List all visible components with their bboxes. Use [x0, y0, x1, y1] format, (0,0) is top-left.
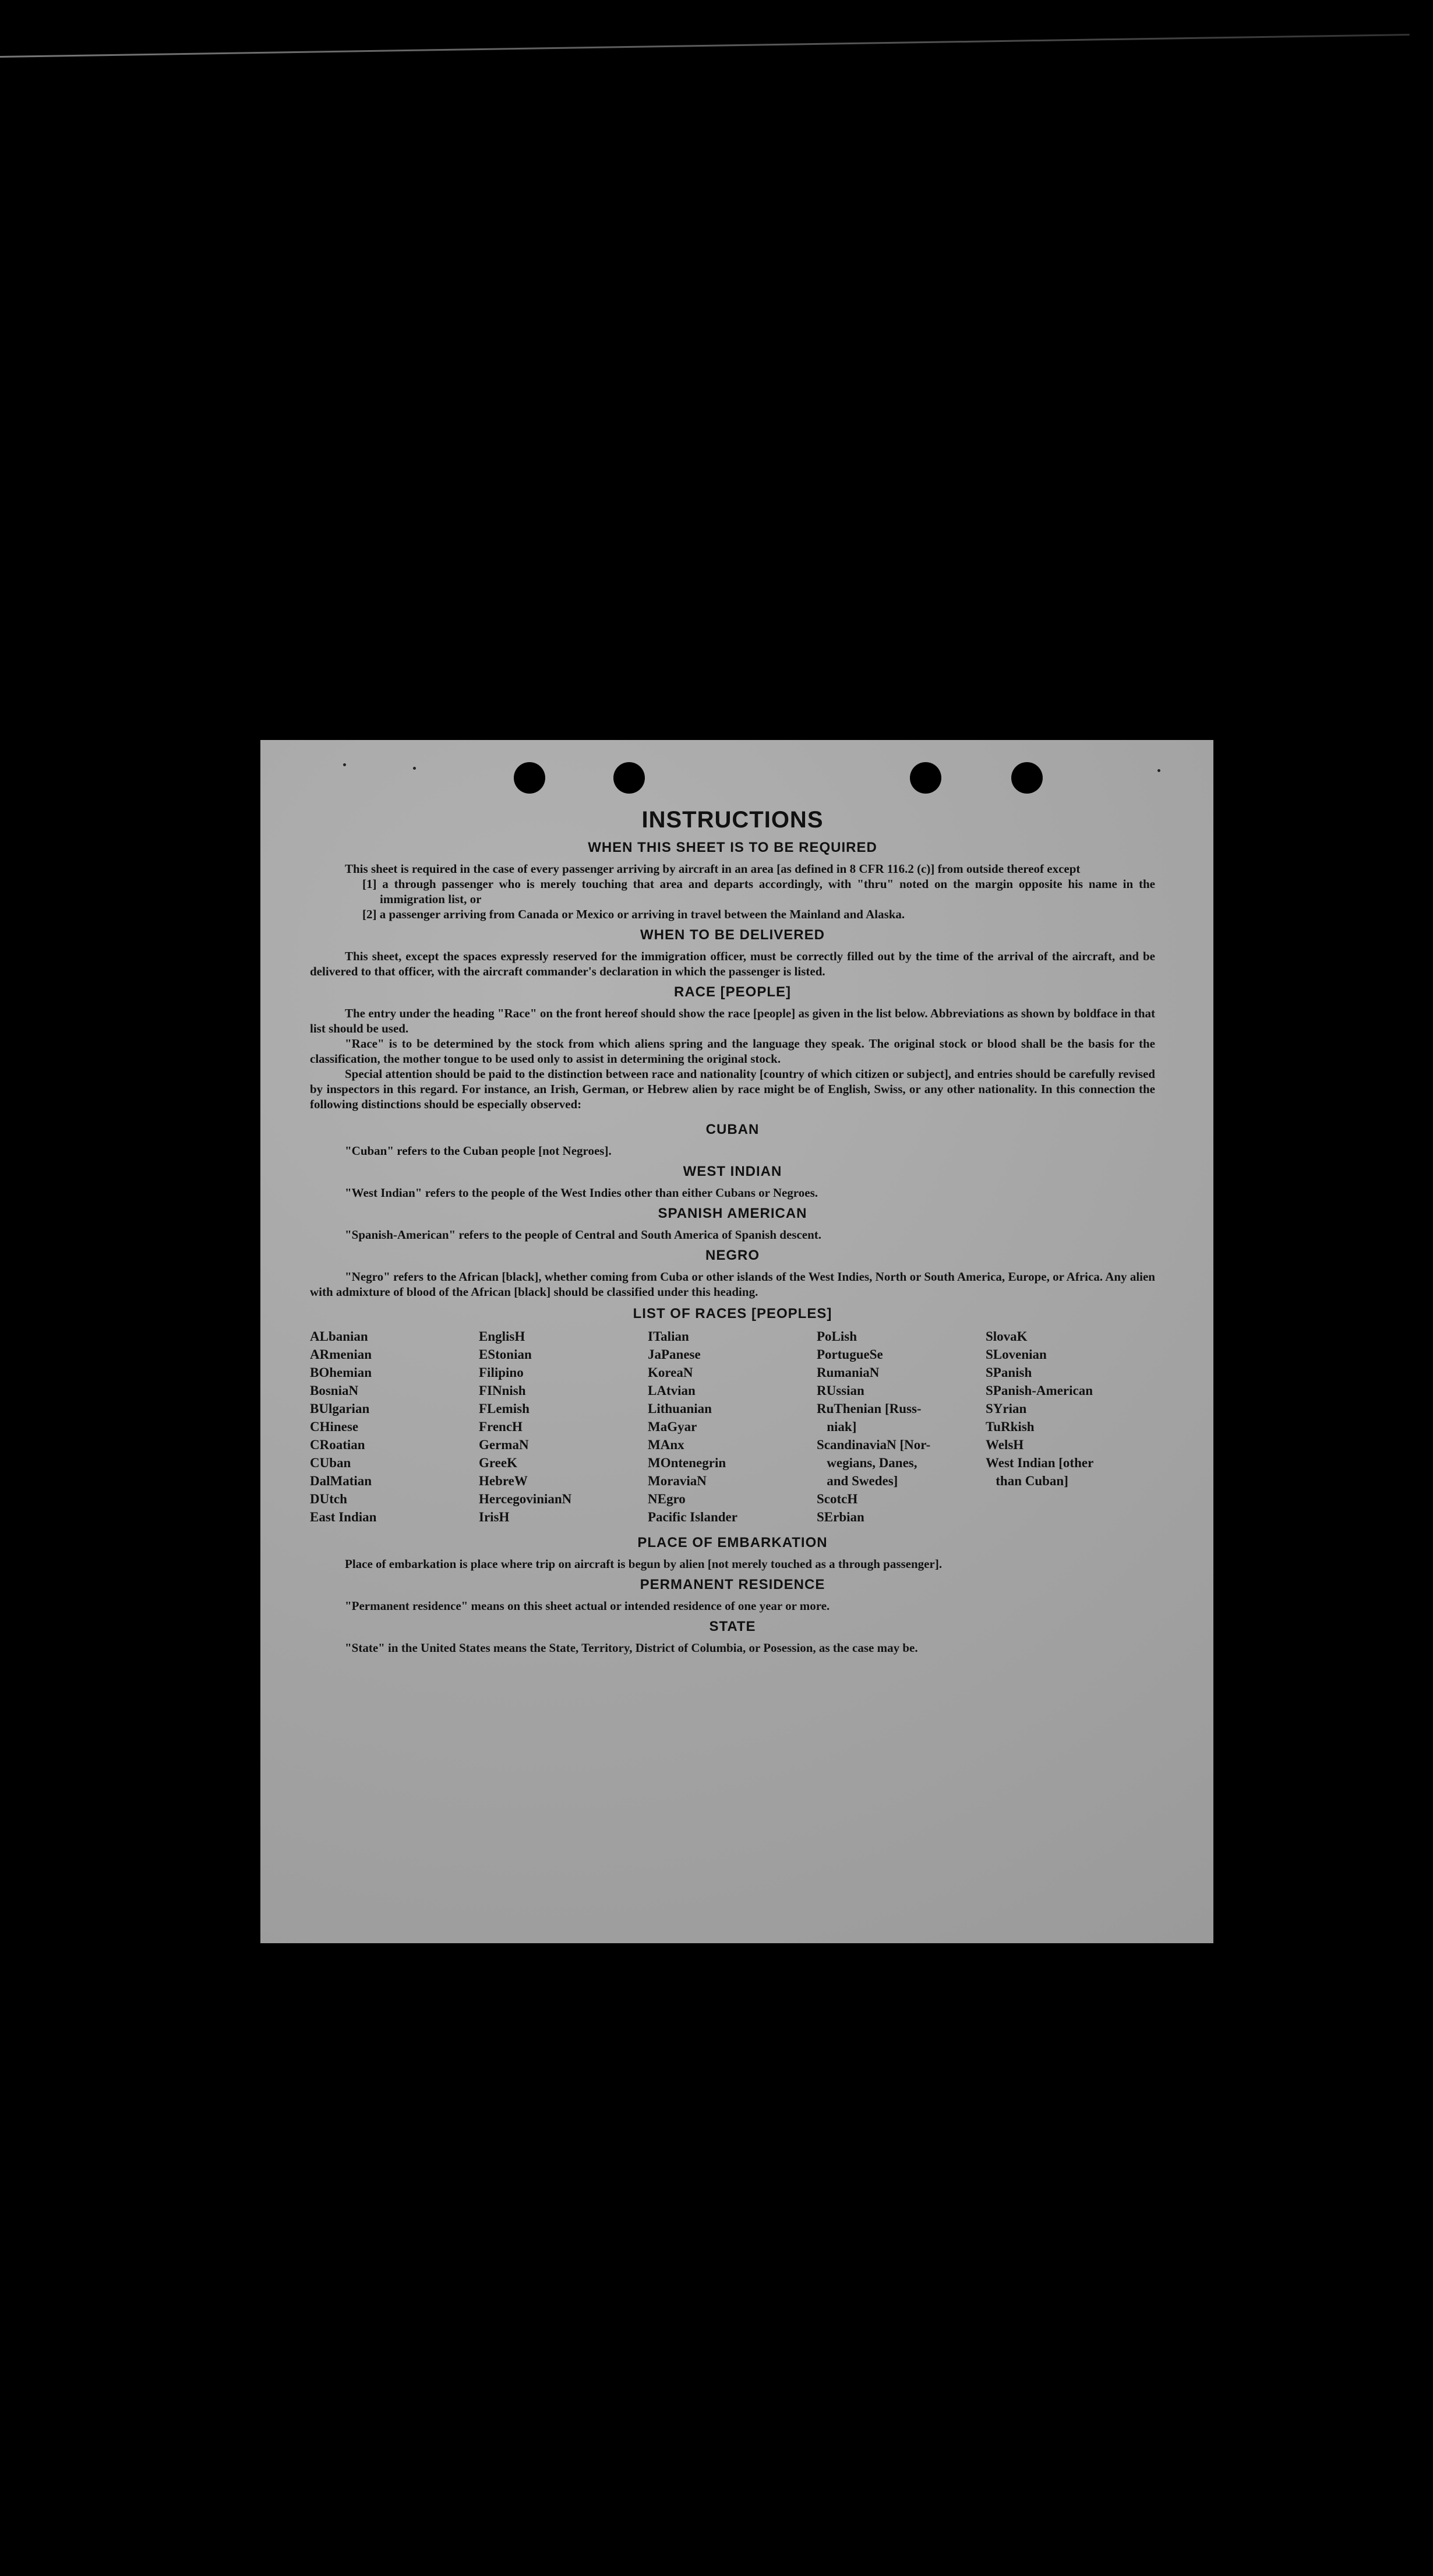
race-entry: LAtvian	[648, 1383, 696, 1398]
race-entry: ALbanian	[310, 1329, 368, 1344]
race-entry: SLovenian	[986, 1347, 1047, 1362]
race-entry: niak]	[817, 1419, 857, 1434]
race-entry: ARmenian	[310, 1347, 372, 1362]
race-entry: DUtch	[310, 1492, 347, 1506]
section-heading: CUBAN	[705, 1122, 760, 1137]
race-entry: IrisH	[479, 1510, 510, 1524]
scan-speck	[413, 767, 416, 770]
race-entry: JaPanese	[648, 1347, 701, 1362]
race-entry: RUssian	[817, 1383, 864, 1398]
race-entry: SlovaK	[986, 1329, 1028, 1344]
race-entry: RuThenian [Russ-	[817, 1401, 922, 1416]
race-entry: Filipino	[479, 1365, 524, 1380]
race-entry: SErbian	[817, 1510, 864, 1524]
scan-edge-line	[0, 34, 1410, 58]
section-paragraph: "West Indian" refers to the people of the West Indies other than either Cubans or Negroes.	[345, 1186, 818, 1200]
punch-hole	[910, 762, 941, 794]
exception-item: [2] a passenger arriving from Canada or Mexico or arriving in travel between the Mainland and Alaska.	[362, 907, 905, 921]
race-entry: ITalian	[648, 1329, 689, 1344]
race-entry: MaGyar	[648, 1419, 697, 1434]
section-heading: WHEN TO BE DELIVERED	[640, 927, 825, 943]
section-heading: RACE [PEOPLE]	[673, 984, 791, 1000]
section-heading: WEST INDIAN	[683, 1164, 782, 1179]
race-entry: KoreaN	[648, 1365, 693, 1380]
section-paragraph: "Permanent residence" means on this sheet actual or intended residence of one year or more.	[345, 1599, 830, 1613]
race-entry: wegians, Danes,	[817, 1456, 917, 1470]
race-entry: GermaN	[479, 1437, 529, 1452]
race-entry: PoLish	[817, 1329, 857, 1344]
race-entry: CRoatian	[310, 1437, 365, 1452]
races-column	[648, 1327, 817, 1526]
race-entry: ScandinaviaN [Nor-	[817, 1437, 931, 1452]
section-paragraph: "Spanish-American" refers to the people of Central and South America of Spanish descent.	[345, 1228, 822, 1242]
race-entry: CUban	[310, 1456, 351, 1470]
scan-speck	[343, 763, 346, 766]
race-entry: SPanish-American	[986, 1383, 1093, 1398]
section-heading: STATE	[709, 1619, 756, 1634]
section-heading: SPANISH AMERICAN	[658, 1206, 807, 1221]
section-paragraph: "State" in the United States means the State, Territory, District of Columbia, or Posession, as the case may be.	[345, 1641, 918, 1655]
section-heading: PLACE OF EMBARKATION	[637, 1535, 828, 1550]
race-entry: Pacific Islander	[648, 1510, 737, 1524]
race-entry: DalMatian	[310, 1474, 372, 1488]
section-paragraph: The entry under the heading "Race" on the front hereof should show the race [people] as given in the list below. Abbreviations as shown by boldface in that list should be used.	[310, 1006, 1155, 1035]
document-page	[260, 740, 1213, 1943]
race-entry: FLemish	[479, 1401, 530, 1416]
race-entry: MOntenegrin	[648, 1456, 726, 1470]
section-paragraph: This sheet is required in the case of every passenger arriving by aircraft in an area [as defined in 8 CFR 116.2 (c)] from outside thereof except	[345, 862, 1081, 876]
races-column	[479, 1327, 648, 1526]
race-entry: MoraviaN	[648, 1474, 707, 1488]
race-entry: FrencH	[479, 1419, 523, 1434]
section-paragraph: Place of embarkation is place where trip on aircraft is begun by alien [not merely touched as a through passenger].	[345, 1557, 943, 1571]
scan-speck	[1157, 769, 1160, 772]
section-paragraph: This sheet, except the spaces expressly reserved for the immigration officer, must be correctly filled out by the time of the arrival of the aircraft, and be delivered to that officer, with the aircraft commander's declaration in which the passenger is listed.	[310, 949, 1155, 978]
race-entry: BOhemian	[310, 1365, 372, 1380]
section-paragraph: "Race" is to be determined by the stock from which aliens spring and the language they speak. The original stock or blood shall be the basis for the classification, the mother tongue to be used only to assist in determining the original stock.	[310, 1037, 1155, 1066]
races-heading: LIST OF RACES [PEOPLES]	[633, 1306, 832, 1322]
section-heading: NEGRO	[705, 1248, 760, 1263]
races-column	[986, 1327, 1155, 1526]
section-paragraph: "Cuban" refers to the Cuban people [not Negroes].	[345, 1144, 612, 1158]
section-paragraph: Special attention should be paid to the distinction between race and nationality [country of which citizen or subject], and entries should be carefully revised by inspectors in this regard. For instance, an Irish, German, or Hebrew alien by race might be of English, Swiss, or any other nationality. In this connection the following distinctions should be especially observed:	[310, 1067, 1155, 1111]
race-entry: GreeK	[479, 1456, 517, 1470]
race-entry: SYrian	[986, 1401, 1027, 1416]
race-entry: HebreW	[479, 1474, 528, 1488]
race-entry: HercegovinianN	[479, 1492, 572, 1506]
section-heading: WHEN THIS SHEET IS TO BE REQUIRED	[588, 840, 877, 855]
races-column	[310, 1327, 479, 1526]
race-entry: Lithuanian	[648, 1401, 712, 1416]
race-entry: than Cuban]	[986, 1474, 1068, 1488]
instructions-content	[310, 805, 1155, 1655]
document-title: INSTRUCTIONS	[641, 807, 824, 833]
race-entry: West Indian [other	[986, 1456, 1094, 1470]
section-paragraph: "Negro" refers to the African [black], whether coming from Cuba or other islands of the West Indies, North or South America, Europe, or Africa. Any alien with admixture of blood of the African [black] should be classified under this heading.	[310, 1270, 1155, 1299]
section-heading: PERMANENT RESIDENCE	[640, 1577, 825, 1592]
exception-item: [1] a through passenger who is merely touching that area and departs accordingly, with "thru" noted on the margin opposite his name in the immigration list, or	[362, 877, 1155, 906]
races-list	[310, 1327, 1155, 1526]
punch-hole	[613, 762, 645, 794]
race-entry: and Swedes]	[817, 1474, 898, 1488]
race-entry: SPanish	[986, 1365, 1032, 1380]
race-entry: CHinese	[310, 1419, 359, 1434]
race-entry: NEgro	[648, 1492, 686, 1506]
race-entry: East Indian	[310, 1510, 377, 1524]
race-entry: ScotcH	[817, 1492, 858, 1506]
punch-hole	[514, 762, 545, 794]
race-entry: RumaniaN	[817, 1365, 880, 1380]
race-entry: FINnish	[479, 1383, 526, 1398]
race-entry: WelsH	[986, 1437, 1024, 1452]
race-entry: BosniaN	[310, 1383, 359, 1398]
punch-hole	[1011, 762, 1043, 794]
race-entry: MAnx	[648, 1437, 684, 1452]
race-entry: TuRkish	[986, 1419, 1035, 1434]
race-entry: BUlgarian	[310, 1401, 370, 1416]
race-entry: EnglisH	[479, 1329, 525, 1344]
race-entry: EStonian	[479, 1347, 532, 1362]
races-column	[817, 1327, 986, 1526]
race-entry: PortugueSe	[817, 1347, 883, 1362]
